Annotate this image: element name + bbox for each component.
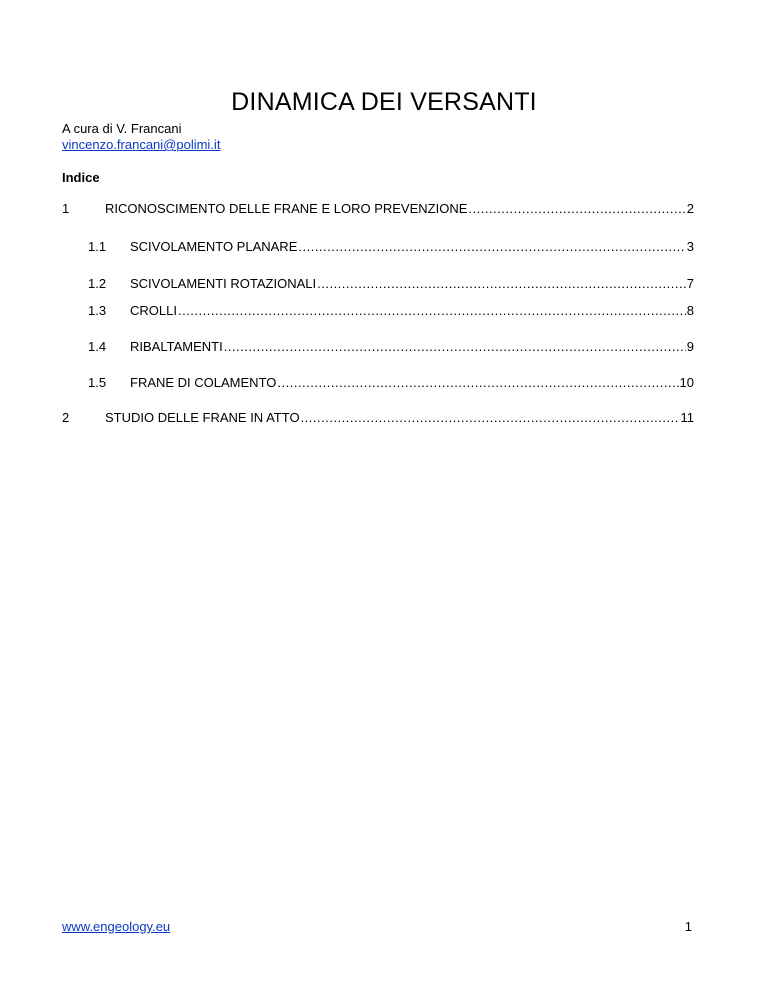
toc-dot-leader: [298, 239, 685, 255]
toc-entry-title: RICONOSCIMENTO DELLE FRANE E LORO PREVENZIONE: [105, 201, 468, 216]
toc-entry-2[interactable]: [62, 410, 694, 426]
document-title: DINAMICA DEI VERSANTI: [231, 88, 537, 116]
footer-website-link[interactable]: www.engeology.eu: [62, 919, 171, 934]
toc-dot-leader: [301, 410, 680, 426]
toc-entry-page: 8: [686, 303, 694, 318]
toc-entry-title: SCIVOLAMENTO PLANARE: [130, 239, 298, 254]
toc-entry-page: 9: [686, 339, 694, 354]
toc-entry-number: 1.3: [88, 303, 107, 318]
toc-entry-1-2[interactable]: [88, 276, 694, 292]
toc-entry-1-1[interactable]: [88, 239, 694, 255]
toc-dot-leader: [468, 201, 685, 217]
toc-dot-leader: [317, 276, 686, 292]
toc-entry-page: 11: [680, 410, 694, 425]
toc-entry-number: 1.1: [88, 239, 107, 254]
toc-entry-1-5[interactable]: [88, 375, 694, 391]
toc-entry-title: RIBALTAMENTI: [130, 339, 223, 354]
toc-entry-1-4[interactable]: [88, 339, 694, 355]
toc-entry-title: STUDIO DELLE FRANE IN ATTO: [105, 410, 300, 425]
toc-entry-page: 10: [679, 375, 694, 390]
toc-entry-title: SCIVOLAMENTI ROTAZIONALI: [130, 276, 317, 291]
toc-entry-page: 2: [686, 201, 694, 216]
footer-page-number: 1: [684, 919, 692, 934]
toc-entry-1[interactable]: [62, 201, 694, 217]
toc-dot-leader: [224, 339, 686, 355]
toc-entry-number: 1.5: [88, 375, 107, 390]
toc-entry-number: 2: [62, 410, 70, 425]
author-line: A cura di V. Francani: [62, 121, 182, 136]
toc-entry-number: 1.2: [88, 276, 107, 291]
toc-entry-page: 7: [686, 276, 694, 291]
toc-entry-number: 1: [62, 201, 70, 216]
toc-entry-page: 3: [686, 239, 694, 254]
toc-dot-leader: [178, 303, 686, 319]
index-heading: Indice: [62, 170, 100, 185]
toc-entry-title: CROLLI: [130, 303, 177, 318]
toc-entry-title: FRANE DI COLAMENTO: [130, 375, 277, 390]
toc-entry-1-3[interactable]: [88, 303, 694, 319]
toc-entry-number: 1.4: [88, 339, 107, 354]
toc-dot-leader: [277, 375, 678, 391]
author-email-link[interactable]: vincenzo.francani@polimi.it: [62, 137, 221, 152]
